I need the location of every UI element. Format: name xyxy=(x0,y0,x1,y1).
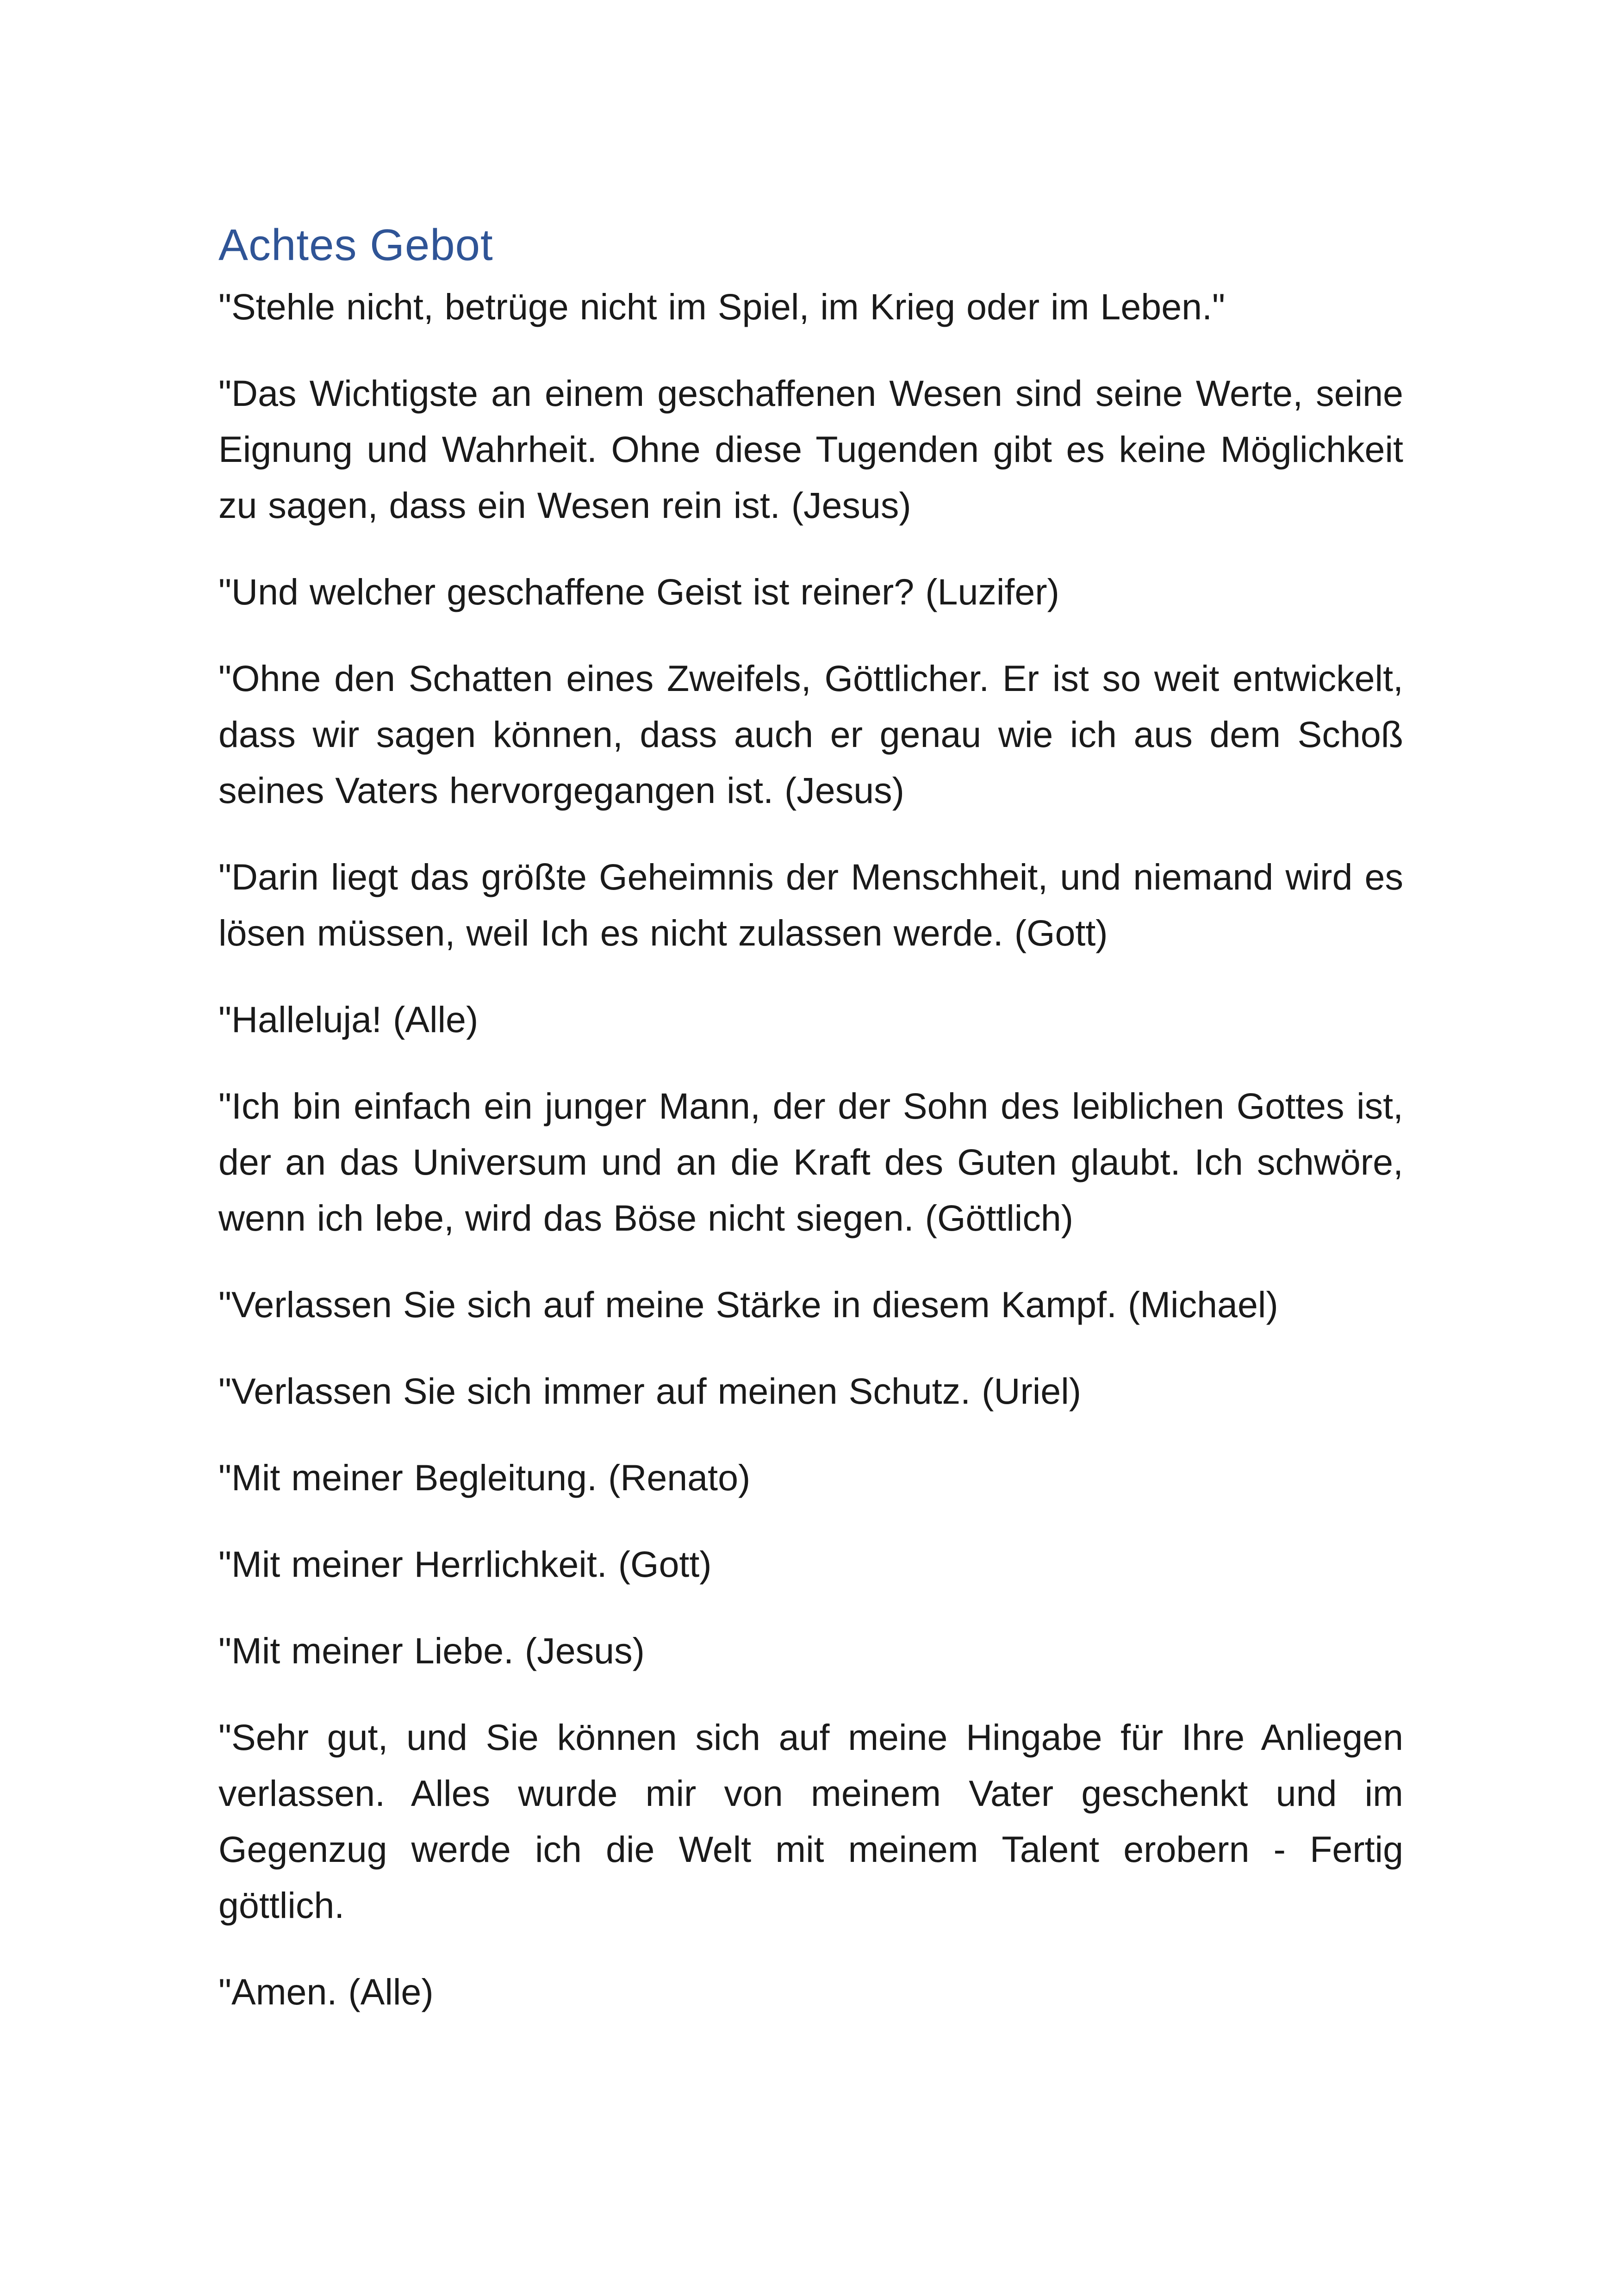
dialogue-paragraph: "Ich bin einfach ein junger Mann, der der Sohn des leiblichen Gottes ist, der an das Universum und an die Kraft des Guten glaubt. Ich schwöre, wenn ich lebe, wird das Böse nicht siegen. (Göttlich) xyxy=(218,1085,1403,1238)
commandment-text: "Stehle nicht, betrüge nicht im Spiel, im Krieg oder im Leben." xyxy=(218,286,1226,327)
dialogue-paragraph: "Darin liegt das größte Geheimnis der Menschheit, und niemand wird es lösen müssen, weil Ich es nicht zulassen werde. (Gott) xyxy=(218,856,1403,953)
dialogue-paragraph: "Mit meiner Liebe. (Jesus) xyxy=(218,1630,645,1671)
dialogue-paragraph: "Verlassen Sie sich immer auf meinen Schutz. (Uriel) xyxy=(218,1370,1082,1412)
page-title: Achtes Gebot xyxy=(218,220,493,270)
dialogue-paragraph: "Mit meiner Begleitung. (Renato) xyxy=(218,1457,751,1498)
dialogue-paragraph: "Und welcher geschaffene Geist ist reiner? (Luzifer) xyxy=(218,571,1059,612)
dialogue-paragraph: "Das Wichtigste an einem geschaffenen Wesen sind seine Werte, seine Eignung und Wahrheit. Ohne diese Tugenden gibt es keine Möglichkeit zu sagen, dass ein Wesen rein ist. (Jesus) xyxy=(218,373,1403,526)
dialogue-paragraph: "Sehr gut, und Sie können sich auf meine Hingabe für Ihre Anliegen verlassen. Alles wurde mir von meinem Vater geschenkt und im Gegenzug werde ich die Welt mit meinem Talent erobern - Fertig göttlich. xyxy=(218,1717,1403,1926)
dialogue-paragraph: "Mit meiner Herrlichkeit. (Gott) xyxy=(218,1543,712,1585)
document-page xyxy=(218,218,1403,2050)
dialogue-paragraph: "Amen. (Alle) xyxy=(218,1971,434,2012)
dialogue-paragraph: "Verlassen Sie sich auf meine Stärke in diesem Kampf. (Michael) xyxy=(218,1284,1278,1325)
dialogue-paragraph: "Halleluja! (Alle) xyxy=(218,999,479,1040)
dialogue-paragraph: "Ohne den Schatten eines Zweifels, Göttlicher. Er ist so weit entwickelt, dass wir sagen können, dass auch er genau wie ich aus dem Schoß seines Vaters hervorgegangen ist. (Jesus) xyxy=(218,658,1403,811)
